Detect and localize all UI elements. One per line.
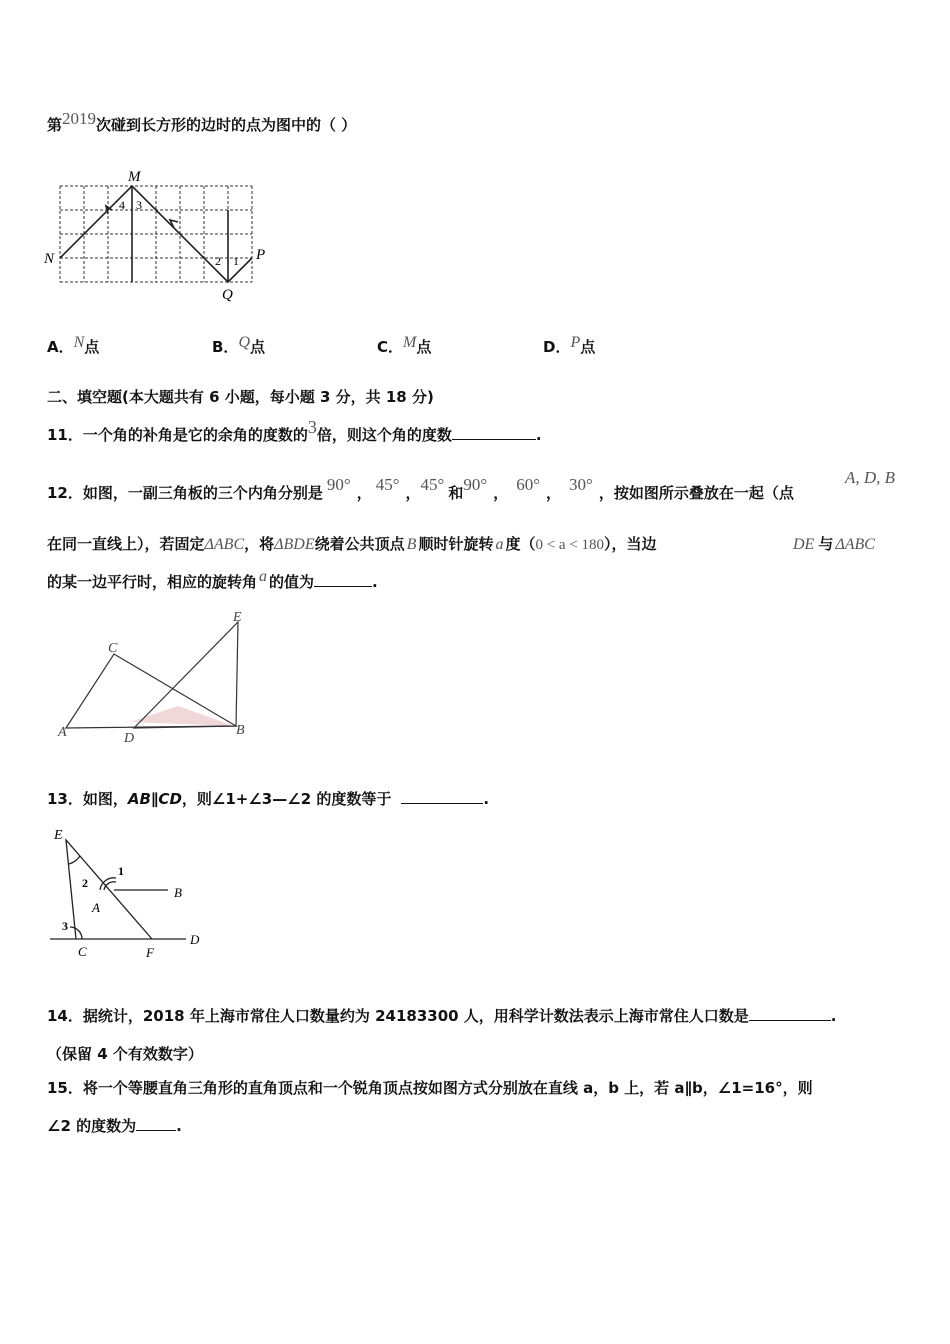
q10-stem-pre: 第 (47, 116, 63, 134)
q14-note: （保留 4 个有效数字） (47, 1045, 203, 1063)
q12-label-D: D (124, 731, 135, 746)
q13-angle-1: 1 (118, 864, 124, 878)
q14: 14．据统计，2018 年上海市常住人口数量约为 24183300 人，用科学计数法表示上海市常住人口数是 . (47, 1007, 837, 1025)
q11-multiplier: 3 (307, 417, 317, 437)
q10-angle-1: 1 (233, 254, 239, 268)
q11-number: 11． (47, 426, 83, 444)
q13: 13．如图，AB∥CD，则∠1+∠3—∠2 的度数等于 . (47, 790, 490, 808)
q10-grid (60, 186, 252, 282)
q12-label-C: C (108, 641, 118, 656)
q10-stem-post: 次碰到长方形的边时的点为图中的（ ） (96, 116, 357, 134)
q10-option-a[interactable]: A．N点 (47, 334, 100, 356)
q13-label-B: B (174, 885, 182, 900)
q13-label-F: F (146, 945, 154, 960)
q15-number: 15． (47, 1079, 83, 1097)
q10-option-d[interactable]: D．P点 (543, 334, 596, 356)
q13-number: 13． (47, 790, 83, 808)
q12-points: A, D, B (845, 468, 896, 487)
q10-figure (42, 164, 282, 304)
q12-answer-blank[interactable] (314, 584, 372, 587)
q13-label-A: A (92, 900, 100, 915)
q12-line1: 12．如图，一副三角板的三个内角分别是 90° ， 45° ，45° 和90° ， 60° ， 30° ，按如图所示叠放在一起（点 (47, 475, 794, 502)
q15-answer-blank[interactable] (136, 1128, 176, 1131)
q14-answer-blank[interactable] (749, 1018, 831, 1021)
q10-label-P: P (256, 247, 266, 263)
q10-angle-2: 2 (215, 254, 221, 268)
q11: 11．一个角的补角是它的余角的度数的3倍，则这个角的度数 . (47, 417, 542, 444)
q10-label-M: M (128, 169, 141, 185)
q13-answer-blank[interactable] (401, 801, 483, 804)
q10-label-N: N (44, 251, 55, 267)
q10-angle-4: 4 (119, 198, 125, 212)
q10-option-b[interactable]: B．Q点 (212, 334, 266, 356)
q12-label-A: A (58, 725, 67, 740)
q10-option-c[interactable]: C．M点 (377, 334, 432, 356)
section-title: 二、填空题(本大题共有 6 小题，每小题 3 分，共 18 分) (47, 388, 434, 406)
q12-label-E: E (233, 610, 242, 625)
q10-label-Q: Q (222, 287, 233, 303)
q13-label-C: C (78, 944, 87, 959)
q13-figure (44, 822, 214, 967)
q13-label-E: E (54, 828, 63, 843)
q10-stem (47, 109, 357, 135)
q12-figure (50, 608, 270, 748)
q15-line2: ∠2 的度数为 . (47, 1117, 182, 1135)
q12-line2-end: DE 与 ΔABC (793, 535, 875, 553)
q15-line1: 15．将一个等腰直角三角形的直角顶点和一个锐角顶点按如图方式分别放在直线 a，b 上，若 a∥b，∠1=16°，则 (47, 1079, 813, 1097)
q13-angle-2: 2 (82, 876, 88, 890)
q14-number: 14． (47, 1007, 83, 1025)
q12-number: 12． (47, 484, 83, 502)
q10-angle-3: 3 (136, 198, 142, 212)
q12-line2: 在同一直线上），若固定ΔABC，将ΔBDE绕着公共顶点 B 顺时针旋转 a 度（0 < a < 180），当边 (47, 535, 657, 553)
q12-line3: 的某一边平行时，相应的旋转角 a 的值为 . (47, 568, 378, 591)
q11-answer-blank[interactable] (452, 437, 536, 440)
q12-label-B: B (236, 723, 245, 738)
q13-lines (50, 840, 186, 939)
q13-label-D: D (190, 932, 200, 947)
q10-stem-num: 2019 (62, 109, 97, 128)
q13-angle-3: 3 (62, 919, 68, 933)
q12-triangles (66, 622, 238, 728)
